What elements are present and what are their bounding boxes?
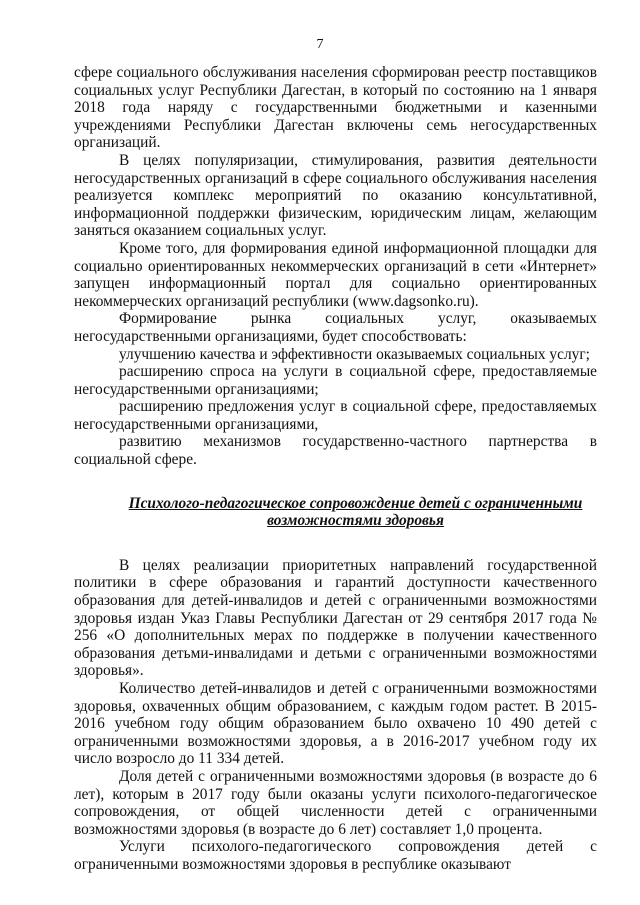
- paragraph: Услуги психолого-педагогического сопровождения детей с ограниченными возможностями здоровья в республике оказывают: [74, 838, 597, 873]
- list-item: улучшению качества и эффективности оказываемых социальных услуг;: [119, 345, 590, 363]
- page-number: 7: [316, 37, 324, 52]
- paragraph: В целях реализации приоритетных направлений государственной политики в сфере образования и гарантий доступности качественного образования для детей-инвалидов и детей с ограниченными возможностями здоровья издан Указ Главы Республики Дагестан от 29 сентября 2017 года № 256 «О дополнительных мерах по поддержке в получении качественного образования детьми-инвалидами и детьми с ограниченными возможностями здоровья».: [74, 556, 597, 680]
- paragraph: Кроме того, для формирования единой информационной площадки для социально ориентированных некоммерческих организаций в сети «Интернет» запущен информационный портал для социально ориентированных некоммерческих организаций республики (www.dagsonko.ru).: [74, 239, 597, 310]
- list-item: расширению спроса на услуги в социальной сфере, предоставляемые негосударственными организациями;: [74, 363, 597, 398]
- paragraph: Доля детей с ограниченными возможностями здоровья (в возрасте до 6 лет), которым в 2017 году были оказаны услуги психолого-педагогическое сопровождения, от общей численности детей с ограниченными возможностями здоровья (в возрасте до 6 лет) составляет 1,0 процента.: [74, 767, 597, 838]
- list-item: расширению предложения услуг в социальной сфере, предоставляемых негосударственными организациями,: [74, 398, 597, 433]
- list-item: развитию механизмов государственно-частного партнерства в социальной сфере.: [74, 433, 597, 469]
- paragraph: В целях популяризации, стимулирования, развития деятельности негосударственных организаций в сфере социального обслуживания населения реализуется комплекс мероприятий по оказанию консультативной, информационной поддержки физическим, юридическим лицам, желающим заняться оказанием социальных услуг.: [74, 151, 597, 240]
- paragraph: Количество детей-инвалидов и детей с ограниченными возможностями здоровья, охваченных общим образованием, с каждым годом растет. В 2015-2016 учебном году общим образованием было охвачено 10 490 детей с ограниченными возможностями здоровья, а в 2016-2017 учебном году их число возросло до 11 334 детей.: [74, 680, 597, 768]
- page-content: [74, 64, 597, 874]
- section-heading: Психолого-педагогическое сопровождение детей с ограниченными возможностями здоровья: [128, 494, 583, 530]
- paragraph: Формирование рынка социальных услуг, оказываемых негосударственными организациями, будет способствовать:: [74, 310, 597, 345]
- paragraph: сфере социального обслуживания населения сформирован реестр поставщиков социальных услуг Республики Дагестан, в который по состоянию на 1 января 2018 года наряду с государственными бюджетными и казенными учреждениями Республики Дагестан включены семь негосударственных организаций.: [74, 64, 597, 152]
